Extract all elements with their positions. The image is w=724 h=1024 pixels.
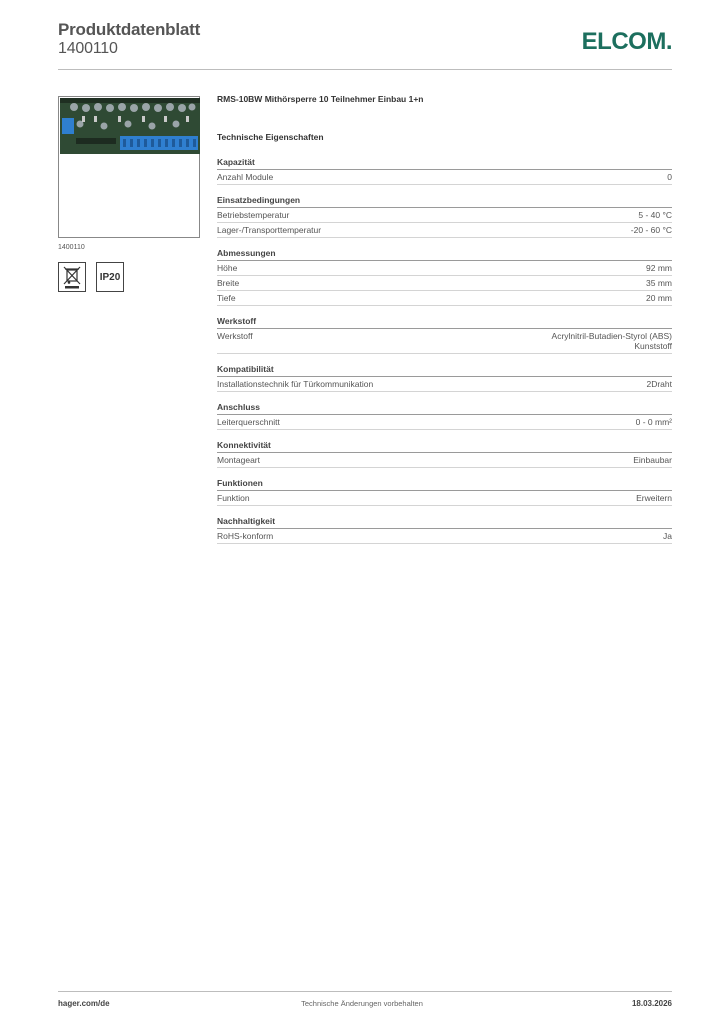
- property-label: Lager-/Transporttemperatur: [217, 225, 322, 235]
- group-title: Funktionen: [217, 478, 672, 491]
- property-group-anschluss: [217, 402, 672, 430]
- property-label: Installationstechnik für Türkommunikation: [217, 379, 374, 389]
- property-row: [217, 291, 672, 306]
- property-value: 92 mm: [646, 263, 672, 273]
- property-label: Tiefe: [217, 293, 236, 303]
- property-row: [217, 223, 672, 238]
- property-label: Leiterquerschnitt: [217, 417, 280, 427]
- brand-logo: ELCOM.: [581, 28, 672, 55]
- footer-date: 18.03.2026: [631, 999, 672, 1008]
- crossed-out-wheelie-bin-icon: [58, 262, 86, 292]
- property-label: Montageart: [217, 455, 260, 465]
- property-row: [217, 529, 672, 544]
- footer-divider: [58, 991, 672, 992]
- page-header: [58, 20, 672, 70]
- property-label: Betriebstemperatur: [217, 210, 290, 220]
- property-row: [217, 453, 672, 468]
- header-divider: [58, 69, 672, 70]
- property-label: Höhe: [217, 263, 238, 273]
- group-title: Kapazität: [217, 157, 672, 170]
- document-title: Produktdatenblatt: [58, 20, 201, 39]
- property-group-einsatzbedingungen: [217, 195, 672, 238]
- property-group-werkstoff: [217, 316, 672, 354]
- footer-website: hager.com/de: [58, 999, 110, 1008]
- property-row: [217, 377, 672, 392]
- image-caption: 1400110: [58, 244, 85, 251]
- property-row: [217, 276, 672, 291]
- property-row: [217, 261, 672, 276]
- property-group-nachhaltigkeit: [217, 516, 672, 544]
- property-label: Funktion: [217, 493, 250, 503]
- property-value: 20 mm: [646, 293, 672, 303]
- product-image: [58, 96, 200, 238]
- property-value-line: Kunststoff: [634, 341, 672, 351]
- property-value: 5 - 40 °C: [638, 210, 672, 220]
- group-title: Konnektivität: [217, 440, 672, 453]
- group-title: Werkstoff: [217, 316, 672, 329]
- property-label: Anzahl Module: [217, 172, 274, 182]
- property-group-kapazitaet: [217, 157, 672, 185]
- property-value: Einbaubar: [633, 455, 672, 465]
- property-label: Werkstoff: [217, 331, 253, 341]
- property-value: 2Draht: [646, 379, 672, 389]
- property-group-funktionen: [217, 478, 672, 506]
- property-label: RoHS-konform: [217, 531, 274, 541]
- properties-heading: Technische Eigenschaften: [217, 132, 324, 142]
- ip-rating-badge: IP20: [96, 262, 124, 292]
- property-value: Ja: [663, 531, 672, 541]
- property-value: Erweitern: [636, 493, 672, 503]
- product-details: [217, 94, 672, 554]
- property-row: [217, 170, 672, 185]
- property-value: [552, 331, 672, 351]
- property-row: [217, 415, 672, 430]
- group-title: Einsatzbedingungen: [217, 195, 672, 208]
- footer-notice: Technische Änderungen vorbehalten: [301, 999, 423, 1008]
- group-title: Abmessungen: [217, 248, 672, 261]
- group-title: Anschluss: [217, 402, 672, 415]
- property-label: Breite: [217, 278, 240, 288]
- property-value-line: Acrylnitril-Butadien-Styrol (ABS): [551, 331, 672, 341]
- property-group-kompatibilitaet: [217, 364, 672, 392]
- property-value: -20 - 60 °C: [630, 225, 672, 235]
- property-value: 0: [667, 172, 672, 182]
- property-value: 35 mm: [646, 278, 672, 288]
- property-row: [217, 491, 672, 506]
- property-group-konnektivitaet: [217, 440, 672, 468]
- group-title: Nachhaltigkeit: [217, 516, 672, 529]
- group-title: Kompatibilität: [217, 364, 672, 377]
- product-name: RMS-10BW Mithörsperre 10 Teilnehmer Einbau 1+n: [217, 94, 424, 104]
- property-row: [217, 208, 672, 223]
- property-value: 0 - 0 mm²: [635, 417, 672, 427]
- property-row: [217, 329, 672, 354]
- document-number: 1400110: [58, 40, 118, 57]
- property-group-abmessungen: [217, 248, 672, 306]
